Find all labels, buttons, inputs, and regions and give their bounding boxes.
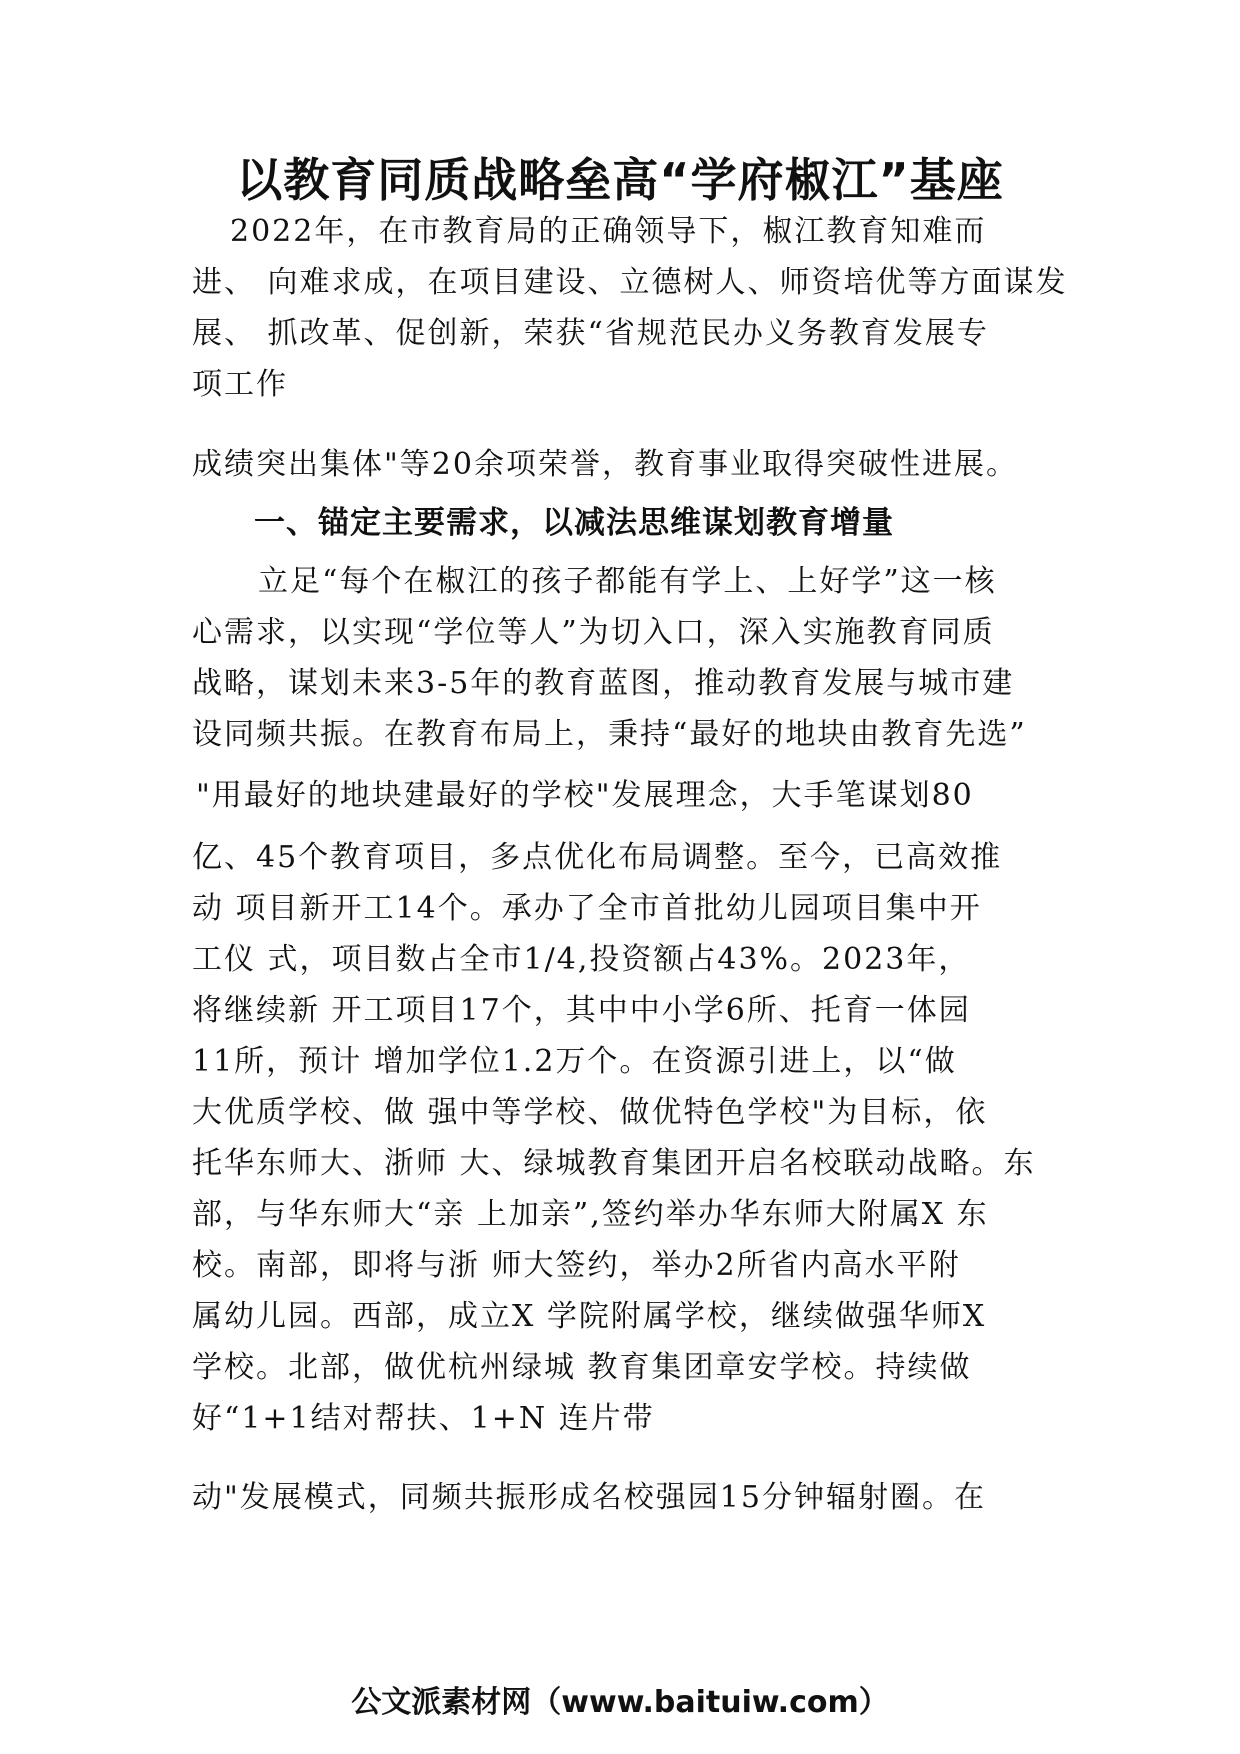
paragraph-line: 成绩突出集体"等20余项荣誉，教育事业取得突破性进展。: [192, 447, 1018, 482]
paragraph-line: 11所，预计 增加学位1.2万个。在资源引进上，以“做: [192, 1044, 957, 1079]
paragraph-line: 将继续新 开工项目17个，其中中小学6所、托育一体园: [192, 993, 971, 1028]
paragraph-line: 好“1+1结对帮扶、1+N 连片带: [192, 1401, 655, 1436]
paragraph-line: 工仪 式，项目数占全市1/4,投资额占43%。2023年，: [192, 942, 971, 977]
document-title: 以教育同质战略垒高“学府椒江”基座: [236, 153, 1004, 207]
paragraph-line: 项工作: [192, 367, 288, 402]
footer-source: 公文派素材网（www.baituiw.com）: [351, 1685, 889, 1720]
paragraph-line: 属幼儿园。西部，成立X 学院附属学校，继续做强华师X: [192, 1299, 987, 1334]
paragraph-line: 进、 向难求成，在项目建设、立德树人、师资培优等方面谋发: [192, 265, 1068, 300]
section-heading: 一、锚定主要需求，以减法思维谋划教育增量: [254, 505, 894, 541]
paragraph-line: 校。南部，即将与浙 师大签约，举办2所省内高水平附: [192, 1248, 961, 1283]
paragraph-line: 心需求，以实现“学位等人”为切入口，深入实施教育同质: [192, 615, 995, 650]
paragraph-line: 设同频共振。在教育布局上，秉持“最好的地块由教育先选”: [192, 717, 1027, 752]
paragraph-line: 部，与华东师大“亲 上加亲”,签约举办华东师大附属X 东: [192, 1197, 989, 1232]
paragraph-line: 展、 抓改革、促创新，荣获“省规范民办义务教育发展专: [192, 316, 989, 351]
paragraph-line: 立足“每个在椒江的孩子都能有学上、上好学”这一核: [258, 564, 997, 599]
paragraph-line: 亿、45个教育项目，多点优化布局调整。至今，已高效推: [192, 840, 1003, 875]
paragraph-line: 学校。北部，做优杭州绿城 教育集团章安学校。持续做: [192, 1350, 972, 1385]
paragraph-line: 战略，谋划未来3-5年的教育蓝图，推动教育发展与城市建: [192, 666, 1015, 701]
paragraph-line: 动"发展模式，同频共振形成名校强园15分钟辐射圈。在: [192, 1480, 986, 1515]
paragraph-line: 动 项目新开工14个。承办了全市首批幼儿园项目集中开: [192, 891, 982, 926]
paragraph-line: 托华东师大、浙师 大、绿城教育集团开启名校联动战略。东: [192, 1146, 1036, 1181]
paragraph-line: 大优质学校、做 强中等学校、做优特色学校"为目标，依: [192, 1095, 988, 1130]
paragraph-line: "用最好的地块建最好的学校"发展理念，大手笔谋划80: [196, 778, 974, 813]
paragraph-line: 2022年，在市教育局的正确领导下，椒江教育知难而: [230, 214, 987, 249]
